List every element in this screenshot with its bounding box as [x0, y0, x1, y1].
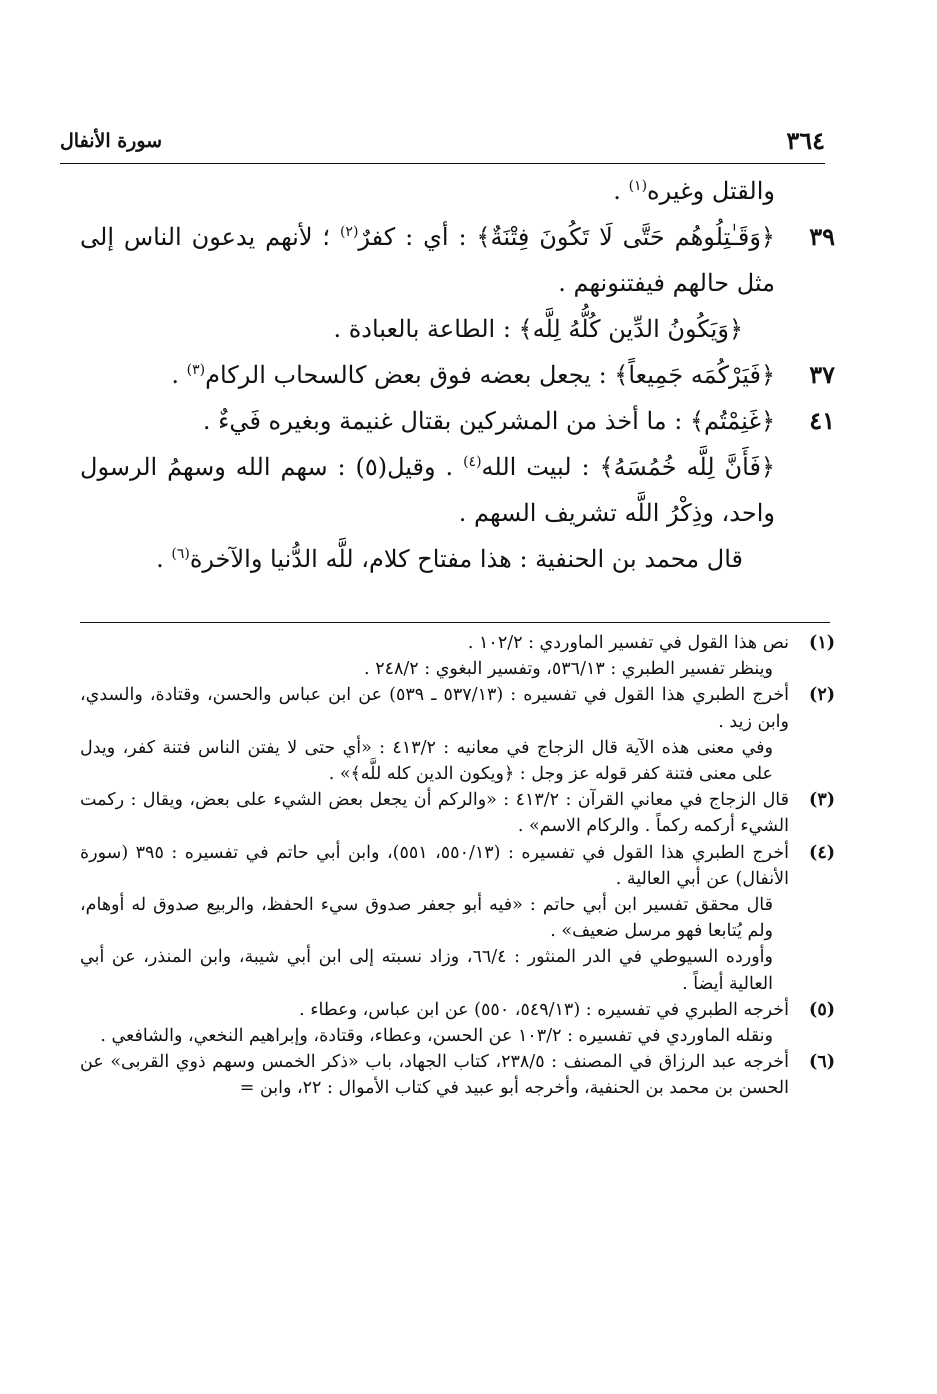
verse-line: [80, 306, 835, 352]
line-text-after: . وقيل(٥) : سهم الله وسهمُ الرسول واحد، وذِكْرُ اللَّه تشريف السهم .: [80, 453, 775, 527]
footnote: [80, 682, 835, 787]
line-text-after: .: [156, 545, 172, 573]
footnote: [80, 630, 835, 682]
footnote-text: وأورده السيوطي في الدر المنثور : ٦٦/٤، وزاد نسبته إلى ابن أبي شيبة، وابن المنذر، عن أبي العالية أيضاً .: [80, 947, 773, 994]
footnote-text: أخرجه الطبري في تفسيره : (٥٤٩/١٣، ٥٥٠) عن ابن عباس، وعطاء .: [299, 999, 789, 1020]
footnote-text: وينظر تفسير الطبري : ٥٣٦/١٣، وتفسير البغوي : ٢٤٨/٢ .: [364, 659, 773, 680]
line-text-after: ؛ لأنهم يدعون الناس إلى مثل حالهم فيفتنونهم .: [80, 223, 775, 297]
footnote-separator: [80, 622, 830, 623]
footnote: [80, 787, 835, 839]
footnote-text: أخرجه عبد الرزاق في المصنف : ٢٣٨/٥، كتاب الجهاد، باب «ذكر الخمس وسهم ذوي القربى» عن الحسن بن محمد بن الحنفية، وأخرجه أبو عبيد في كتاب الأموال : ٢٢، وابن =: [80, 1052, 789, 1099]
footnote-text: أخرج الطبري هذا القول في تفسيره : (٥٥٠/١٣، ٥٥١)، وابن أبي حاتم في تفسيره : ٣٩٥ (سورة الأنفال) عن أبي العالية .: [80, 842, 790, 889]
verse-line: [80, 444, 835, 536]
verse-text: [80, 352, 835, 398]
line-text: ﴿وَقَـٰتِلُوهُم حَتَّى لَا تَكُونَ فِتْنَةٌ﴾ : أي : كفرٌ: [358, 223, 775, 251]
footnote-ref: (٢): [339, 224, 359, 240]
verse-text: [80, 168, 835, 214]
footnote-text: وفي معنى هذه الآية قال الزجاج في معانيه : ٤١٣/٢ : «أي حتى لا يفتن الناس فتنة كفر، ويدل على معنى فتنة كفر قوله عز وجل : ﴿ويكون الدين كله للَّه﴾» .: [80, 737, 773, 785]
verse-line: [80, 398, 835, 444]
main-text: [80, 168, 835, 582]
footnote-mark: (٥): [809, 999, 835, 1020]
footnote: [80, 1049, 835, 1101]
verse-text: [80, 536, 835, 582]
verse-number: ٣٧: [809, 360, 835, 389]
verse-line: [80, 168, 835, 214]
footnote-mark: (٣): [809, 790, 835, 811]
footnote-ref: (٣): [186, 362, 206, 378]
footnote-ref: (١): [628, 178, 648, 194]
footnote-text: قال الزجاج في معاني القرآن : ٤١٣/٢ : «والركم أن يجعل بعض الشيء على بعض، ويقال : ركمت الشيء أركمه ركماً . والركام الاسم» .: [80, 790, 789, 837]
footnote: [80, 840, 835, 997]
verse-text: [80, 306, 835, 352]
footnote-ref: (٦): [171, 546, 190, 562]
footnote: [80, 997, 835, 1049]
footnote-text: نص هذا القول في تفسير الماوردي : ١٠٢/٢ .: [467, 633, 789, 653]
line-text: ﴿فَيَرْكُمَه جَمِيعاً﴾ : يجعل بعضه فوق بعض كالسحاب الركام: [205, 361, 775, 389]
line-text-after: .: [171, 361, 187, 389]
footnote-mark: (٤): [809, 842, 835, 863]
line-text: ﴿وَيَكُونُ الدِّين كُلُّهُ لِلَّه﴾ : الطاعة بالعبادة .: [333, 315, 743, 343]
footnote-mark: (٢): [809, 685, 835, 706]
footnote-ref: (٤): [463, 454, 482, 470]
verse-line: [80, 214, 835, 306]
line-text: ﴿غَنِمْتُم﴾ : ما أخذ من المشركين بقتال غنيمة وبغيره فَيءٌ .: [202, 407, 775, 435]
line-text: والقتل وغيره: [647, 177, 775, 205]
footnote-text: أخرج الطبري هذا القول في تفسيره : (٥٣٧/١٣ ـ ٥٣٩) عن ابن عباس والحسن، وقتادة، والسدي، وابن زيد .: [80, 685, 789, 732]
line-text-after: .: [613, 177, 629, 205]
line-text: ﴿فَأَنَّ لِلَّه خُمُسَهُ﴾ : لبيت الله: [481, 453, 775, 481]
footnotes: [80, 630, 835, 1102]
verse-number: ٣٩: [809, 222, 835, 251]
page-number: ٣٦٤: [786, 126, 825, 155]
verse-line: [80, 352, 835, 398]
line-text: قال محمد بن الحنفية : هذا مفتاح كلام، للَّه الدُّنيا والآخرة: [189, 545, 743, 573]
header-rule: [60, 163, 825, 164]
footnote-mark: (٦): [809, 1052, 835, 1073]
page-header: [60, 126, 825, 160]
verse-text: [80, 214, 835, 306]
surah-name: سورة الأنفال: [60, 130, 163, 152]
footnote-text: قال محقق تفسير ابن أبي حاتم : «فيه أبو جعفر صدوق سيء الحفظ، والربيع صدوق له أوهام، ولم يُتابعا فهو مرسل ضعيف» .: [80, 895, 773, 942]
verse-text: [80, 398, 835, 444]
verse-text: [80, 444, 835, 536]
verse-number: ٤١: [809, 406, 835, 435]
footnote-text: ونقله الماوردي في تفسيره : ١٠٣/٢ عن الحسن، وعطاء، وقتادة، وإبراهيم النخعي، والشافعي .: [100, 1026, 773, 1047]
verse-line: [80, 536, 835, 582]
footnote-mark: (١): [809, 633, 835, 653]
